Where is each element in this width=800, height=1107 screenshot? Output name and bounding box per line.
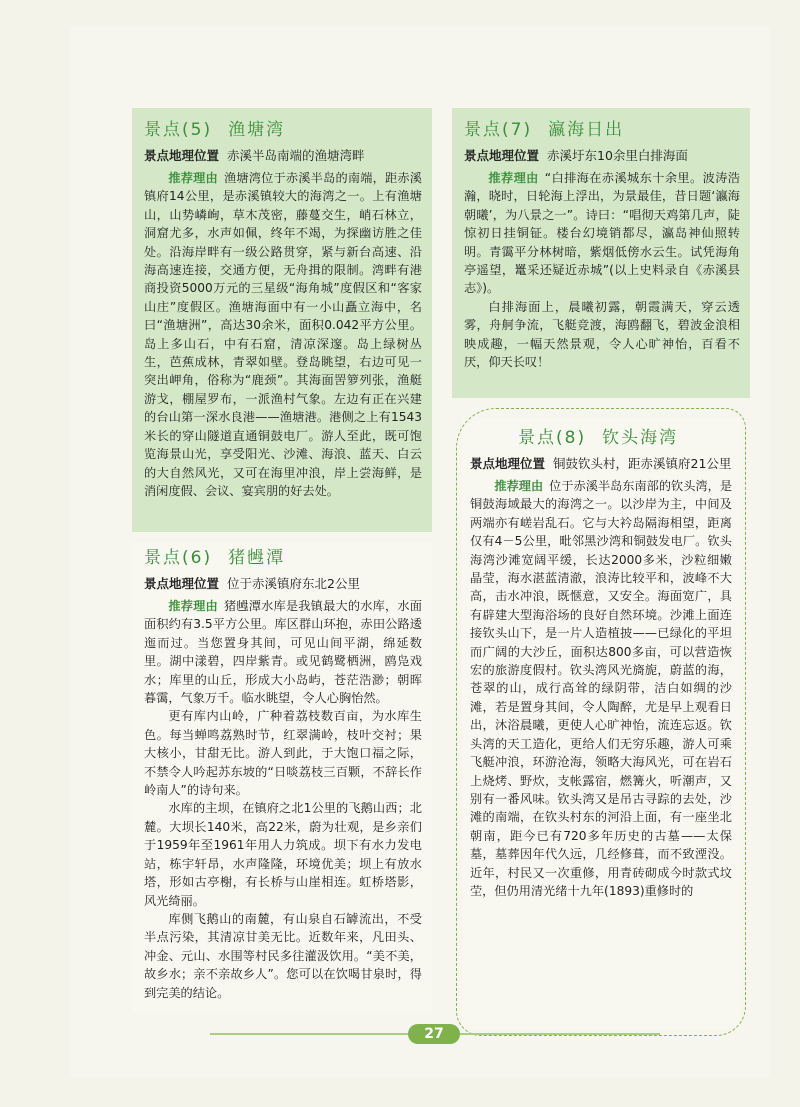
spot-7-paragraph-text: “白排海在赤溪城东十余里。波涛浩瀚，晓时，日轮海上浮出，为景最佳，昔日题‘瀛海朝曦’，为八景之一”。诗曰：“唱彻天鸡第几声，陡惊初日挂铜钲。楼台幻境销都尽，瀛岛神仙照转明。青霭平分林树暗，紫烟低傍水云生。试凭海角亭遥望，鼍采还疑近赤城”(以上史料录自《赤溪县志》)。 bbox=[464, 171, 740, 296]
spot-8-location bbox=[470, 454, 732, 473]
spot-8-reason-label: 推荐理由 bbox=[494, 479, 544, 493]
spot-7-paragraph bbox=[464, 169, 740, 298]
spot-6-paragraph: 库侧飞鹅山的南麓，有山泉自石罅流出，不受半点污染，其清凉甘美无比。近数年来，凡田头、冲金、元山、水围等村民多往灌汲饮用。“美不美，故乡水；亲不亲故乡人”。您可以在饮喝甘泉时，得到完美的结论。 bbox=[144, 911, 422, 1000]
spot-7-label: 景点(7) bbox=[464, 120, 533, 140]
spot-5-paragraph bbox=[144, 169, 422, 500]
spot-5-paragraph-text: 渔塘湾位于赤溪半岛的南端，距赤溪镇府14公里，是赤溪镇较大的海湾之一。上有渔塘山，山势嶙峋，草木茂密，藤蔓交生，峭石林立，洞窟尤多，水声如佩，终年不竭，为探幽访胜之佳处。沿海岸畔有一级公路贯穿，紧与新台高速、沿海高速连接，交通方便，无舟揖的限制。湾畔有港商投资5000万元的三星级“海角城”度假区和“客家山庄”度假区。渔塘海面中有一小山矗立海中，名曰“渔塘洲”，高达30余米，面积0.042平方公里。岛上多山石，中有石窟，清凉深邃。岛上绿树丛生，芭蕉成林，青翠如壁。登岛眺望，右边可见一突出岬角，俗称为“鹿颈”。其海面罟箩列张，渔艇游戈，棚屋罗布，一派渔村气象。左边有正在兴建的台山第一深水良港——渔塘港。港侧之上有1543米长的穿山隧道直通铜鼓电厂。游人至此，既可饱览海景山光，享受阳光、沙滩、海浪、蓝天、白云的大自然风光，又可在海里冲浪，岸上尝海鲜，是消闲度假、会议、宴宾朋的好去处。 bbox=[144, 171, 422, 498]
spot-5-name: 渔塘湾 bbox=[228, 120, 286, 140]
spot-8-title bbox=[470, 426, 732, 450]
spot-6-reason-label: 推荐理由 bbox=[168, 599, 218, 613]
spot-8-location-value: 铜鼓钦头村，距赤溪镇府21公里 bbox=[553, 456, 732, 471]
spot-5-location-value: 赤溪半岛南端的渔塘湾畔 bbox=[227, 148, 365, 163]
spot-6-paragraph: 水库的主坝，在镇府之北1公里的飞鹅山西；北麓。大坝长140米，高22米，蔚为壮观，是乡亲们于1959年至1961年用人力筑成。坝下有水力发电站，栋宇轩昂，水声隆隆，环境优美；坝上有放水塔，形如古亭榭，有长桥与山崖相连。虹桥塔影，风光绮丽。 bbox=[144, 801, 422, 908]
spot-8-paragraph-text: 位于赤溪半岛东南部的钦头湾，是铜鼓海域最大的海湾之一。以沙岸为主，中间及两端亦有嵯岩乱石。它与大衿岛隔海相望，距离仅有4－5公里，毗邻黑沙湾和铜鼓发电厂。钦头海湾沙滩宽阔平缓，长达2000多米，沙粒细嫩晶莹，海水湛蓝清澈，浪涛比较平和，波峰不大高，击水冲浪，既惬意，又安全。海面宽广，具有辟建大型海浴场的良好自然环境。沙滩上面连接钦头山下，是一片人造植披——已绿化的平坦而广阔的大沙丘，面积达800多亩，可以营造恢宏的旅游度假村。钦头湾风光旖旎，蔚蓝的海，苍翠的山，成行高耸的绿阴带，洁白如绸的沙滩，若是置身其间，令人陶醉，尤是早上观看日出，沐浴晨曦，更使人心旷神怡，流连忘返。钦头湾的天工造化，更给人们无穷乐趣，游人可乘飞艇冲浪，环游沧海，领略大海风光，可在岩石上烧烤、野炊，支帐露宿，燃篝火，听潮声，又别有一番风味。钦头湾又是吊古寻踪的去处，沙滩的南端，在钦头村东的河沿上面，有一座坐北朝南，距今已有720多年历史的古墓——太保墓，墓葬因年代久远，几经修葺，而不致湮没。近年，村民又一次重修，用青砖砌成今时款式坟茔，但仍用清光绪十九年(1893)重修时的 bbox=[470, 479, 733, 898]
page-number: 27 bbox=[408, 1024, 460, 1044]
spot-5-location bbox=[144, 146, 422, 165]
spot-6-label: 景点(6) bbox=[144, 548, 213, 568]
spot-6-location bbox=[144, 574, 422, 593]
spot-6-title bbox=[144, 546, 422, 570]
spot-7-paragraph: 白排海面上，晨曦初露，朝霞满天，穿云透雾，舟舸争流，飞艇竞渡，海鸥翻飞，碧波金浪相映成趣，一幅天然景观，令人心旷神怡，百看不厌，仰天长叹！ bbox=[464, 299, 740, 370]
spot-8-label: 景点(8) bbox=[518, 428, 587, 448]
spot-8-section bbox=[462, 418, 740, 1030]
spot-6-location-label: 景点地理位置 bbox=[144, 576, 220, 591]
spot-6-paragraph: 更有库内山岭，广种着荔枝数百亩，为水库生色。每当蝉鸣荔熟时节，红翠满岭，枝叶交衬；果大核小，甘甜无比。游人到此，于大饱口福之际，不禁令人吟起苏东坡的“日啖荔枝三百颗，不辞长作岭南人”的诗句来。 bbox=[144, 709, 422, 798]
spot-7-title bbox=[464, 118, 740, 142]
spot-6-paragraph-text: 猪乸潭水库是我镇最大的水库，水面面积约有3.5平方公里。库区群山环抱，赤田公路逶迤而过。当您置身其间，可见山间平湖，绵延数里。湖中漾碧，四岸紫青。或见鹤鹭栖洲，鸥凫戏水；库里的山丘，形成大小岛屿，苍茫浩渺；朝晖暮霭，气象万千。临水眺望，令人心胸怡然。 bbox=[144, 599, 422, 706]
spot-8-location-label: 景点地理位置 bbox=[470, 456, 546, 471]
spot-8-body bbox=[470, 477, 732, 900]
spot-7-location-value: 赤溪圩东10余里白排海面 bbox=[547, 148, 688, 163]
spot-5-section bbox=[132, 108, 432, 532]
spot-6-name: 猪乸潭 bbox=[228, 548, 286, 568]
spot-6-section bbox=[132, 542, 432, 1012]
spot-5-body bbox=[144, 169, 422, 500]
spot-5-location-label: 景点地理位置 bbox=[144, 148, 220, 163]
spot-6-body bbox=[144, 597, 422, 1002]
spot-7-body bbox=[464, 169, 740, 371]
spot-7-reason-label: 推荐理由 bbox=[488, 171, 539, 185]
spot-6-location-value: 位于赤溪镇府东北2公里 bbox=[227, 576, 360, 591]
spot-6-paragraph bbox=[144, 597, 422, 707]
spot-8-paragraph bbox=[470, 477, 732, 900]
spot-5-label: 景点(5) bbox=[144, 120, 213, 140]
spot-5-reason-label: 推荐理由 bbox=[168, 171, 218, 185]
spot-7-name: 瀛海日出 bbox=[548, 120, 625, 140]
spot-7-location bbox=[464, 146, 740, 165]
spot-7-section bbox=[452, 108, 750, 398]
spot-7-location-label: 景点地理位置 bbox=[464, 148, 540, 163]
spot-8-name: 钦头海湾 bbox=[602, 428, 679, 448]
spot-5-title bbox=[144, 118, 422, 142]
